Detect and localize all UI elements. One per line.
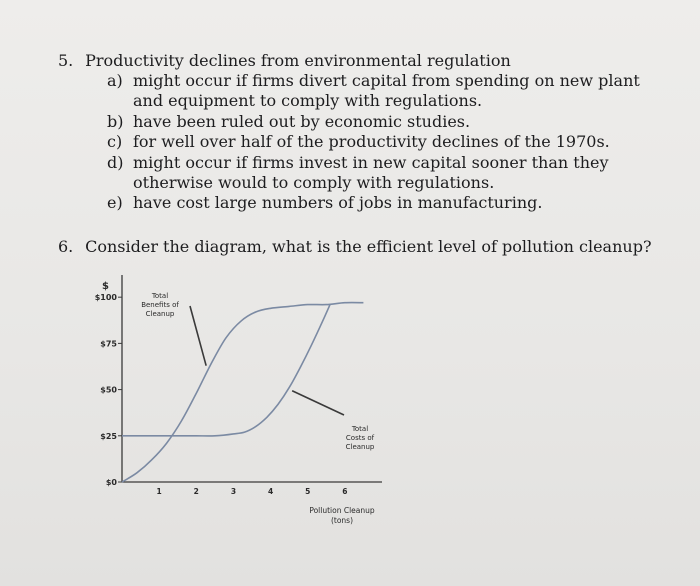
annotation-arrow xyxy=(190,306,206,366)
chart-curves xyxy=(122,303,363,482)
question-5-text: Productivity declines from environmental regulation xyxy=(85,51,511,70)
total-benefits-label: Total Benefits of Cleanup xyxy=(141,292,179,318)
y-axis-ticks xyxy=(95,293,122,487)
x-axis-label: Pollution Cleanup xyxy=(309,506,375,515)
option-e-letter: e) xyxy=(107,193,123,213)
y-tick-label: $25 xyxy=(100,431,117,441)
option-b[interactable] xyxy=(107,112,667,132)
question-6 xyxy=(58,237,652,257)
option-d-text: might occur if firms invest in new capital sooner than they otherwise would to comply with regulations. xyxy=(133,152,609,193)
x-tick-label: 1 xyxy=(156,487,162,496)
option-e-text: have cost large numbers of jobs in manufacturing. xyxy=(133,193,543,213)
question-6-text: Consider the diagram, what is the efficient level of pollution cleanup? xyxy=(85,237,652,256)
annotation-arrow xyxy=(292,391,344,415)
x-axis-ticks xyxy=(157,487,348,496)
pollution-cleanup-chart xyxy=(80,265,400,550)
total-benefits-curve xyxy=(122,303,363,482)
x-tick-label: 6 xyxy=(342,487,348,496)
total-costs-label: Total Costs of Cleanup xyxy=(345,425,375,451)
option-b-text: have been ruled out by economic studies. xyxy=(133,111,471,131)
question-5 xyxy=(58,51,511,71)
option-c-letter: c) xyxy=(107,132,123,152)
y-tick-label: $0 xyxy=(105,478,117,487)
y-tick-label: $75 xyxy=(100,339,117,349)
total-costs-curve xyxy=(122,305,330,436)
y-tick-label: $50 xyxy=(100,385,117,395)
question-5-number: 5. xyxy=(58,51,74,70)
option-c-text: for well over half of the productivity declines of the 1970s. xyxy=(133,132,610,152)
option-a-text: might occur if firms divert capital from spending on new plant and equipment to comply with regulations. xyxy=(133,71,640,111)
option-e[interactable] xyxy=(107,193,667,213)
option-a[interactable] xyxy=(107,71,667,112)
x-tick-label: 5 xyxy=(305,487,311,496)
x-tick-label: 2 xyxy=(193,487,199,496)
x-axis-label-unit: (tons) xyxy=(330,516,354,525)
option-d[interactable] xyxy=(107,153,667,194)
y-tick-label: $100 xyxy=(94,293,117,303)
option-a-letter: a) xyxy=(107,71,123,90)
x-tick-label: 4 xyxy=(267,487,274,496)
chart-annotations xyxy=(141,292,375,451)
option-b-letter: b) xyxy=(107,111,124,131)
option-d-letter: d) xyxy=(107,152,124,172)
y-axis-label: $ xyxy=(102,281,109,292)
question-5-options xyxy=(107,71,667,214)
x-tick-label: 3 xyxy=(230,487,237,496)
option-c[interactable] xyxy=(107,132,667,152)
question-6-number: 6. xyxy=(58,237,74,256)
